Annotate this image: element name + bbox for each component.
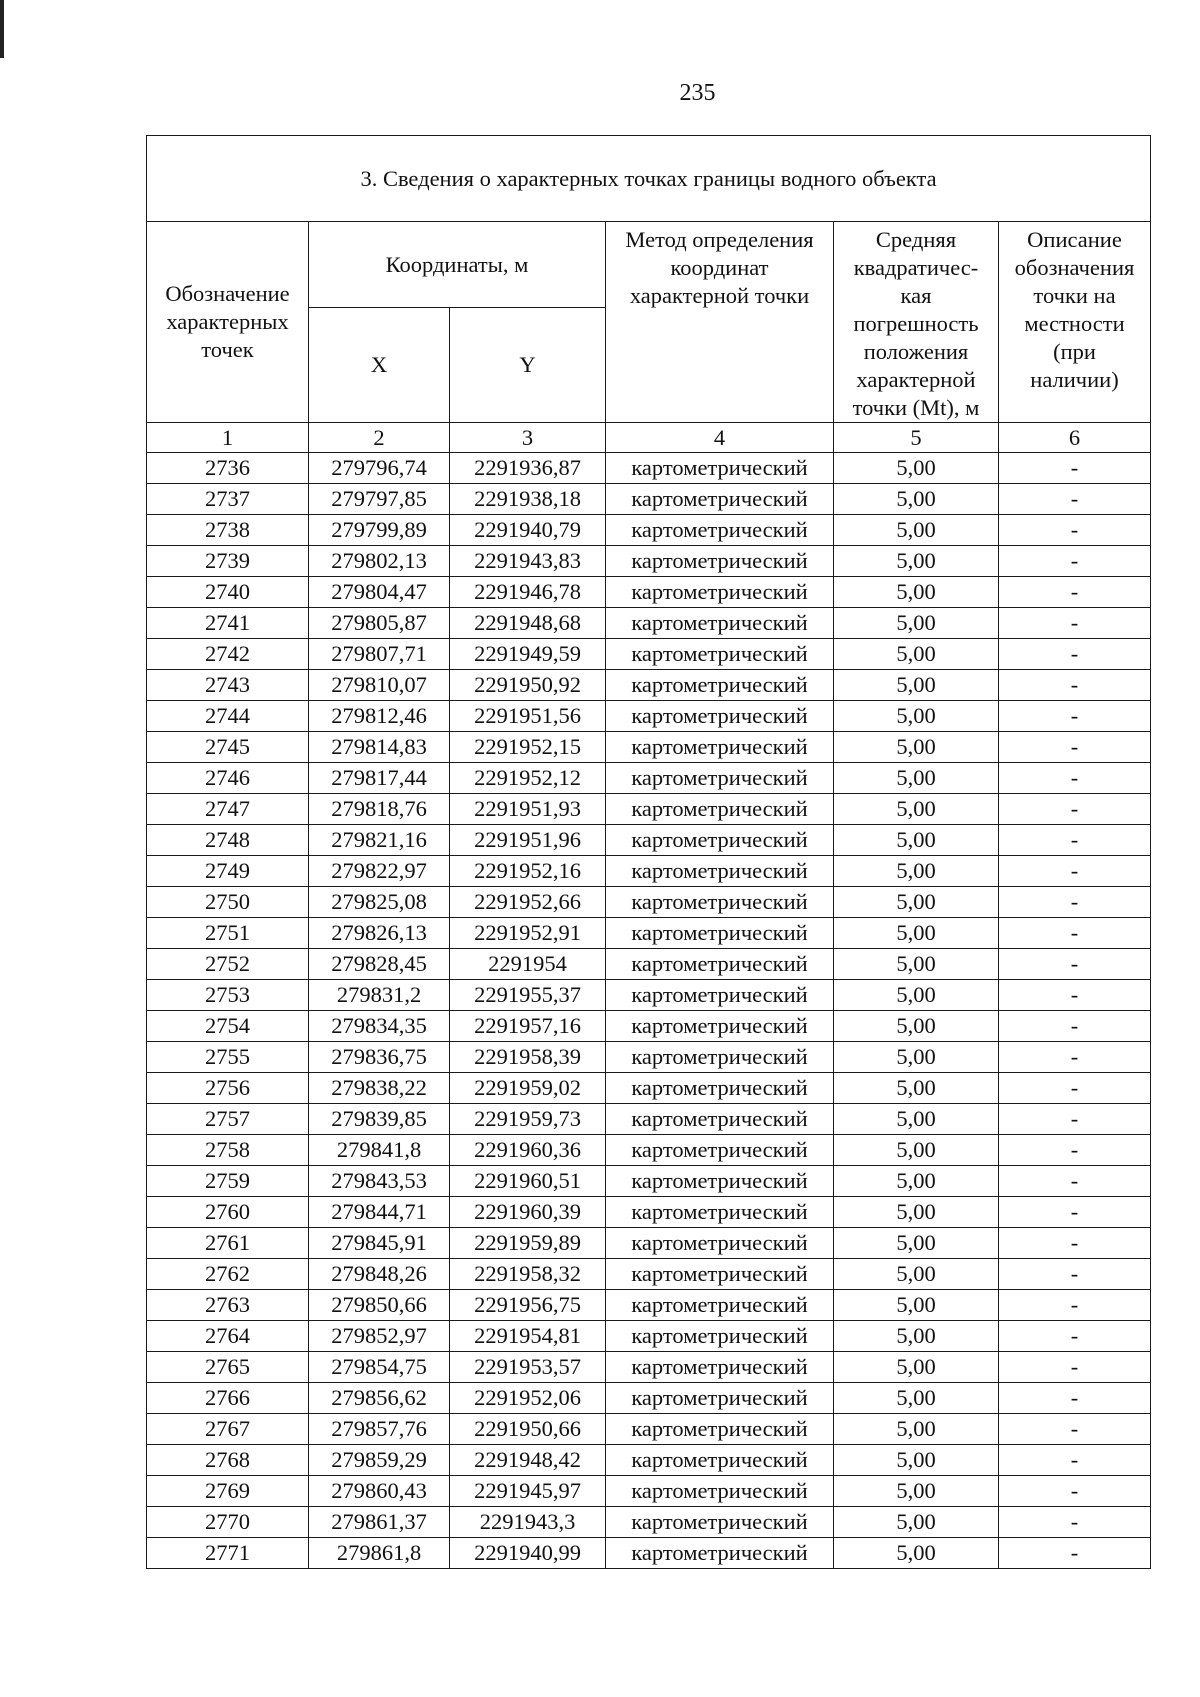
- cell-y: 2291952,12: [450, 763, 606, 794]
- cell-x: 279841,8: [309, 1135, 450, 1166]
- cell-method: картометрический: [606, 1166, 834, 1197]
- cell-description: -: [999, 1445, 1151, 1476]
- header-coordinates: Координаты, м: [309, 222, 606, 308]
- cell-x: 279814,83: [309, 732, 450, 763]
- cell-point-id: 2737: [147, 484, 309, 515]
- cell-description: -: [999, 453, 1151, 484]
- header-method-label: Метод определения координат характерной точки: [625, 227, 814, 308]
- cell-description: -: [999, 1073, 1151, 1104]
- cell-error: 5,00: [834, 1538, 999, 1569]
- page-number: 235: [679, 80, 716, 106]
- cell-x: 279852,97: [309, 1321, 450, 1352]
- cell-y: 2291943,83: [450, 546, 606, 577]
- header-mean-square-error-label: Средняя квадратичес- кая погрешность положения характерной точки (Mt), м: [852, 227, 980, 420]
- cell-point-id: 2768: [147, 1445, 309, 1476]
- cell-description: -: [999, 1414, 1151, 1445]
- column-number: 4: [606, 423, 834, 453]
- table-row: [147, 1321, 1151, 1352]
- cell-method: картометрический: [606, 546, 834, 577]
- cell-error: 5,00: [834, 794, 999, 825]
- boundary-points-table: [146, 135, 1151, 1569]
- table-row: [147, 1042, 1151, 1073]
- cell-y: 2291952,66: [450, 887, 606, 918]
- cell-y: 2291957,16: [450, 1011, 606, 1042]
- cell-error: 5,00: [834, 639, 999, 670]
- table-body: [147, 453, 1151, 1569]
- table-row: [147, 1166, 1151, 1197]
- cell-description: -: [999, 701, 1151, 732]
- cell-error: 5,00: [834, 546, 999, 577]
- cell-method: картометрический: [606, 1135, 834, 1166]
- cell-method: картометрический: [606, 453, 834, 484]
- cell-x: 279850,66: [309, 1290, 450, 1321]
- cell-y: 2291953,57: [450, 1352, 606, 1383]
- cell-description: -: [999, 980, 1151, 1011]
- cell-point-id: 2758: [147, 1135, 309, 1166]
- cell-y: 2291948,42: [450, 1445, 606, 1476]
- cell-error: 5,00: [834, 1073, 999, 1104]
- cell-description: -: [999, 639, 1151, 670]
- cell-method: картометрический: [606, 825, 834, 856]
- table-row: [147, 980, 1151, 1011]
- cell-point-id: 2749: [147, 856, 309, 887]
- table-row: [147, 1228, 1151, 1259]
- cell-description: -: [999, 1135, 1151, 1166]
- cell-x: 279818,76: [309, 794, 450, 825]
- table-row: [147, 1197, 1151, 1228]
- cell-method: картометрический: [606, 1228, 834, 1259]
- cell-point-id: 2753: [147, 980, 309, 1011]
- cell-x: 279804,47: [309, 577, 450, 608]
- cell-y: 2291955,37: [450, 980, 606, 1011]
- table-row: [147, 856, 1151, 887]
- cell-method: картометрический: [606, 1476, 834, 1507]
- cell-error: 5,00: [834, 1228, 999, 1259]
- cell-y: 2291952,16: [450, 856, 606, 887]
- cell-x: 279802,13: [309, 546, 450, 577]
- cell-error: 5,00: [834, 1352, 999, 1383]
- cell-description: -: [999, 763, 1151, 794]
- cell-description: -: [999, 1104, 1151, 1135]
- cell-x: 279826,13: [309, 918, 450, 949]
- cell-error: 5,00: [834, 918, 999, 949]
- table-row: [147, 639, 1151, 670]
- cell-point-id: 2769: [147, 1476, 309, 1507]
- cell-y: 2291958,39: [450, 1042, 606, 1073]
- cell-error: 5,00: [834, 1259, 999, 1290]
- cell-method: картометрический: [606, 1538, 834, 1569]
- cell-description: -: [999, 1321, 1151, 1352]
- cell-point-id: 2767: [147, 1414, 309, 1445]
- cell-y: 2291943,3: [450, 1507, 606, 1538]
- column-number: 2: [309, 423, 450, 453]
- cell-method: картометрический: [606, 763, 834, 794]
- cell-point-id: 2764: [147, 1321, 309, 1352]
- cell-method: картометрический: [606, 1445, 834, 1476]
- cell-description: -: [999, 1228, 1151, 1259]
- cell-method: картометрический: [606, 949, 834, 980]
- cell-y: 2291960,51: [450, 1166, 606, 1197]
- table-row: [147, 546, 1151, 577]
- table-row: [147, 1135, 1151, 1166]
- cell-point-id: 2741: [147, 608, 309, 639]
- cell-error: 5,00: [834, 453, 999, 484]
- cell-description: -: [999, 949, 1151, 980]
- table-row: [147, 1414, 1151, 1445]
- cell-description: -: [999, 1197, 1151, 1228]
- cell-x: 279856,62: [309, 1383, 450, 1414]
- cell-description: -: [999, 856, 1151, 887]
- cell-method: картометрический: [606, 1011, 834, 1042]
- cell-x: 279843,53: [309, 1166, 450, 1197]
- cell-point-id: 2747: [147, 794, 309, 825]
- cell-x: 279817,44: [309, 763, 450, 794]
- cell-description: -: [999, 1538, 1151, 1569]
- cell-method: картометрический: [606, 887, 834, 918]
- header-point-designation: [147, 222, 309, 423]
- cell-x: 279848,26: [309, 1259, 450, 1290]
- cell-y: 2291936,87: [450, 453, 606, 484]
- cell-error: 5,00: [834, 608, 999, 639]
- cell-x: 279812,46: [309, 701, 450, 732]
- cell-method: картометрический: [606, 577, 834, 608]
- table-row: [147, 732, 1151, 763]
- scan-edge-mark: [0, 0, 4, 58]
- cell-description: -: [999, 1166, 1151, 1197]
- table-row: [147, 453, 1151, 484]
- cell-error: 5,00: [834, 701, 999, 732]
- cell-error: 5,00: [834, 1197, 999, 1228]
- cell-x: 279854,75: [309, 1352, 450, 1383]
- cell-y: 2291960,39: [450, 1197, 606, 1228]
- cell-description: -: [999, 484, 1151, 515]
- cell-y: 2291946,78: [450, 577, 606, 608]
- cell-x: 279805,87: [309, 608, 450, 639]
- cell-point-id: 2756: [147, 1073, 309, 1104]
- cell-x: 279839,85: [309, 1104, 450, 1135]
- cell-error: 5,00: [834, 1166, 999, 1197]
- table-row: [147, 1290, 1151, 1321]
- table-row: [147, 1507, 1151, 1538]
- cell-point-id: 2748: [147, 825, 309, 856]
- cell-method: картометрический: [606, 1197, 834, 1228]
- cell-error: 5,00: [834, 1011, 999, 1042]
- cell-y: 2291951,96: [450, 825, 606, 856]
- cell-point-id: 2736: [147, 453, 309, 484]
- cell-error: 5,00: [834, 825, 999, 856]
- header-y: Y: [450, 308, 606, 423]
- cell-point-id: 2740: [147, 577, 309, 608]
- cell-y: 2291948,68: [450, 608, 606, 639]
- cell-y: 2291954,81: [450, 1321, 606, 1352]
- column-number: 1: [147, 423, 309, 453]
- cell-description: -: [999, 1011, 1151, 1042]
- cell-x: 279807,71: [309, 639, 450, 670]
- cell-y: 2291951,93: [450, 794, 606, 825]
- table-row: [147, 484, 1151, 515]
- cell-point-id: 2750: [147, 887, 309, 918]
- cell-y: 2291960,36: [450, 1135, 606, 1166]
- cell-y: 2291954: [450, 949, 606, 980]
- cell-y: 2291956,75: [450, 1290, 606, 1321]
- cell-y: 2291951,56: [450, 701, 606, 732]
- column-numbers-row: [147, 423, 1151, 453]
- cell-error: 5,00: [834, 1507, 999, 1538]
- cell-error: 5,00: [834, 484, 999, 515]
- cell-error: 5,00: [834, 1042, 999, 1073]
- cell-x: 279825,08: [309, 887, 450, 918]
- cell-error: 5,00: [834, 1445, 999, 1476]
- table-row: [147, 1259, 1151, 1290]
- cell-error: 5,00: [834, 670, 999, 701]
- cell-point-id: 2744: [147, 701, 309, 732]
- cell-point-id: 2759: [147, 1166, 309, 1197]
- cell-error: 5,00: [834, 577, 999, 608]
- header-description: [999, 222, 1151, 423]
- header-method: [606, 222, 834, 423]
- cell-description: -: [999, 1352, 1151, 1383]
- cell-point-id: 2746: [147, 763, 309, 794]
- cell-x: 279831,2: [309, 980, 450, 1011]
- header-point-designation-label: Обозначение характерных точек: [165, 281, 290, 362]
- cell-description: -: [999, 732, 1151, 763]
- cell-point-id: 2738: [147, 515, 309, 546]
- cell-x: 279799,89: [309, 515, 450, 546]
- column-number: 5: [834, 423, 999, 453]
- table-row: [147, 701, 1151, 732]
- cell-method: картометрический: [606, 856, 834, 887]
- cell-x: 279861,37: [309, 1507, 450, 1538]
- cell-y: 2291958,32: [450, 1259, 606, 1290]
- cell-point-id: 2762: [147, 1259, 309, 1290]
- cell-method: картометрический: [606, 1259, 834, 1290]
- cell-error: 5,00: [834, 949, 999, 980]
- cell-point-id: 2752: [147, 949, 309, 980]
- cell-point-id: 2742: [147, 639, 309, 670]
- cell-method: картометрический: [606, 608, 834, 639]
- table-row: [147, 1476, 1151, 1507]
- cell-error: 5,00: [834, 887, 999, 918]
- cell-x: 279860,43: [309, 1476, 450, 1507]
- cell-y: 2291952,15: [450, 732, 606, 763]
- cell-method: картометрический: [606, 1104, 834, 1135]
- cell-x: 279838,22: [309, 1073, 450, 1104]
- cell-x: 279828,45: [309, 949, 450, 980]
- cell-y: 2291950,66: [450, 1414, 606, 1445]
- table-row: [147, 825, 1151, 856]
- cell-point-id: 2751: [147, 918, 309, 949]
- cell-y: 2291952,91: [450, 918, 606, 949]
- cell-method: картометрический: [606, 918, 834, 949]
- table-row: [147, 887, 1151, 918]
- cell-point-id: 2770: [147, 1507, 309, 1538]
- cell-error: 5,00: [834, 1290, 999, 1321]
- cell-x: 279836,75: [309, 1042, 450, 1073]
- cell-error: 5,00: [834, 1476, 999, 1507]
- table-row: [147, 515, 1151, 546]
- cell-error: 5,00: [834, 1104, 999, 1135]
- cell-x: 279834,35: [309, 1011, 450, 1042]
- cell-method: картометрический: [606, 639, 834, 670]
- cell-y: 2291938,18: [450, 484, 606, 515]
- cell-y: 2291959,02: [450, 1073, 606, 1104]
- table-row: [147, 1383, 1151, 1414]
- cell-x: 279845,91: [309, 1228, 450, 1259]
- cell-method: картометрический: [606, 1073, 834, 1104]
- cell-x: 279797,85: [309, 484, 450, 515]
- cell-method: картометрический: [606, 1042, 834, 1073]
- table-row: [147, 1352, 1151, 1383]
- cell-error: 5,00: [834, 763, 999, 794]
- table-row: [147, 577, 1151, 608]
- cell-x: 279844,71: [309, 1197, 450, 1228]
- cell-error: 5,00: [834, 732, 999, 763]
- cell-error: 5,00: [834, 1414, 999, 1445]
- table-row: [147, 1104, 1151, 1135]
- cell-point-id: 2743: [147, 670, 309, 701]
- cell-error: 5,00: [834, 856, 999, 887]
- cell-method: картометрический: [606, 1290, 834, 1321]
- cell-description: -: [999, 1290, 1151, 1321]
- cell-y: 2291940,99: [450, 1538, 606, 1569]
- cell-y: 2291950,92: [450, 670, 606, 701]
- cell-description: -: [999, 918, 1151, 949]
- table-row: [147, 763, 1151, 794]
- cell-method: картометрический: [606, 670, 834, 701]
- cell-point-id: 2754: [147, 1011, 309, 1042]
- cell-description: -: [999, 608, 1151, 639]
- header-x: X: [309, 308, 450, 423]
- cell-x: 279796,74: [309, 453, 450, 484]
- table-row: [147, 1073, 1151, 1104]
- cell-error: 5,00: [834, 1321, 999, 1352]
- cell-point-id: 2766: [147, 1383, 309, 1414]
- cell-y: 2291959,73: [450, 1104, 606, 1135]
- cell-x: 279859,29: [309, 1445, 450, 1476]
- cell-point-id: 2771: [147, 1538, 309, 1569]
- cell-description: -: [999, 577, 1151, 608]
- cell-description: -: [999, 1383, 1151, 1414]
- cell-x: 279857,76: [309, 1414, 450, 1445]
- cell-method: картометрический: [606, 1321, 834, 1352]
- cell-method: картометрический: [606, 794, 834, 825]
- cell-method: картометрический: [606, 980, 834, 1011]
- table-row: [147, 918, 1151, 949]
- cell-y: 2291959,89: [450, 1228, 606, 1259]
- table-row: [147, 1445, 1151, 1476]
- table-row: [147, 1011, 1151, 1042]
- cell-method: картометрический: [606, 701, 834, 732]
- cell-x: 279810,07: [309, 670, 450, 701]
- cell-point-id: 2763: [147, 1290, 309, 1321]
- cell-y: 2291940,79: [450, 515, 606, 546]
- cell-description: -: [999, 515, 1151, 546]
- table-row: [147, 670, 1151, 701]
- table-row: [147, 949, 1151, 980]
- cell-point-id: 2745: [147, 732, 309, 763]
- cell-method: картометрический: [606, 732, 834, 763]
- cell-method: картометрический: [606, 1414, 834, 1445]
- cell-description: -: [999, 794, 1151, 825]
- table-row: [147, 794, 1151, 825]
- cell-method: картометрический: [606, 1507, 834, 1538]
- cell-point-id: 2761: [147, 1228, 309, 1259]
- cell-point-id: 2755: [147, 1042, 309, 1073]
- cell-method: картометрический: [606, 484, 834, 515]
- table-row: [147, 1538, 1151, 1569]
- cell-y: 2291952,06: [450, 1383, 606, 1414]
- cell-y: 2291945,97: [450, 1476, 606, 1507]
- cell-description: -: [999, 1507, 1151, 1538]
- cell-description: -: [999, 546, 1151, 577]
- cell-description: -: [999, 670, 1151, 701]
- cell-description: -: [999, 1259, 1151, 1290]
- column-number: 6: [999, 423, 1151, 453]
- cell-point-id: 2760: [147, 1197, 309, 1228]
- cell-description: -: [999, 825, 1151, 856]
- column-number: 3: [450, 423, 606, 453]
- cell-x: 279821,16: [309, 825, 450, 856]
- table-row: [147, 608, 1151, 639]
- cell-description: -: [999, 887, 1151, 918]
- cell-point-id: 2765: [147, 1352, 309, 1383]
- cell-point-id: 2757: [147, 1104, 309, 1135]
- cell-error: 5,00: [834, 1383, 999, 1414]
- cell-method: картометрический: [606, 1383, 834, 1414]
- cell-error: 5,00: [834, 980, 999, 1011]
- cell-error: 5,00: [834, 1135, 999, 1166]
- cell-point-id: 2739: [147, 546, 309, 577]
- table-caption: 3. Сведения о характерных точках границы водного объекта: [147, 136, 1151, 222]
- cell-x: 279822,97: [309, 856, 450, 887]
- cell-y: 2291949,59: [450, 639, 606, 670]
- cell-method: картометрический: [606, 1352, 834, 1383]
- cell-error: 5,00: [834, 515, 999, 546]
- cell-x: 279861,8: [309, 1538, 450, 1569]
- header-mean-square-error: [834, 222, 999, 423]
- cell-description: -: [999, 1042, 1151, 1073]
- header-description-label: Описание обозначения точки на местности (при наличии): [1014, 227, 1135, 392]
- cell-method: картометрический: [606, 515, 834, 546]
- cell-description: -: [999, 1476, 1151, 1507]
